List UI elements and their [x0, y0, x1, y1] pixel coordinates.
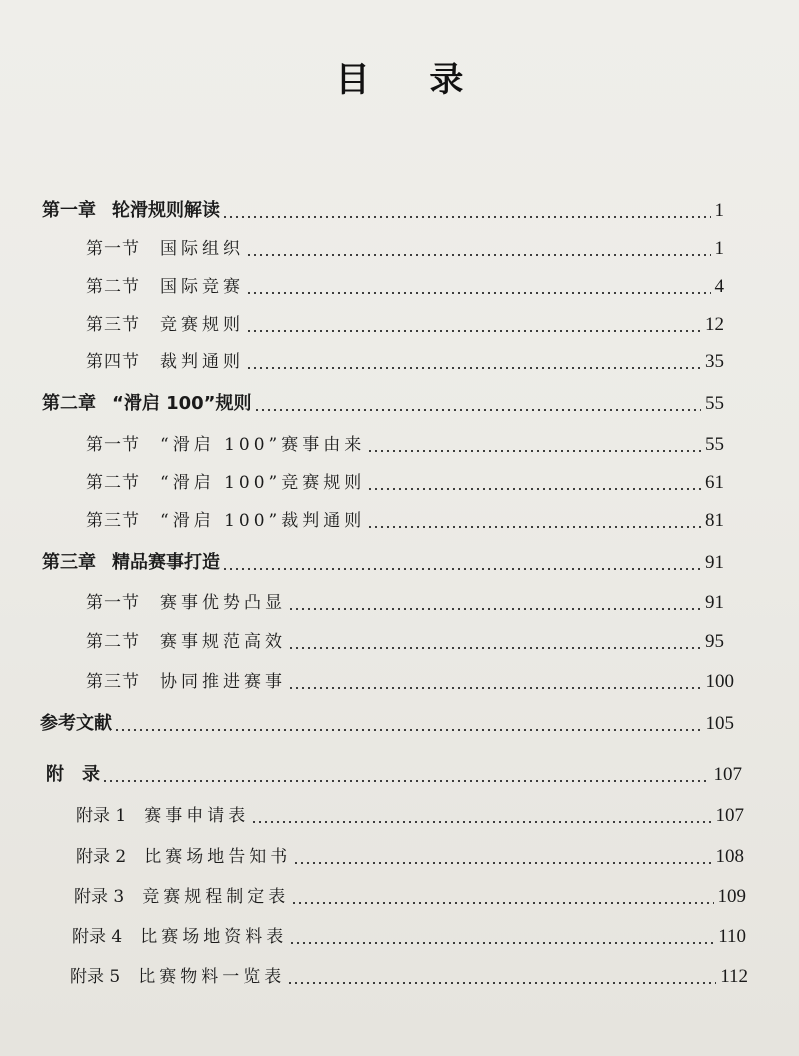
- dot-leader: [114, 729, 702, 731]
- toc-section-label: 第三节: [86, 672, 140, 692]
- toc-appendix-label: 附录 5: [70, 967, 121, 987]
- toc-section-name: “滑启 100”赛事由来: [160, 435, 366, 455]
- dot-leader: [222, 216, 711, 218]
- toc-appendix-item-row[interactable]: [70, 962, 748, 992]
- toc-section-name: “滑启 100”裁判通则: [160, 511, 366, 531]
- toc-chapter-name: 轮滑规则解读: [112, 200, 220, 221]
- toc-page-number: 35: [705, 351, 724, 372]
- toc-appendix-item-row[interactable]: [72, 922, 746, 952]
- toc-appendix-row[interactable]: [46, 760, 742, 790]
- toc-section-name: 赛事优势凸显: [160, 593, 286, 613]
- toc-appendix-label: 附录 4: [72, 927, 123, 947]
- toc-page-number: 55: [705, 393, 724, 414]
- toc-page-number: 107: [713, 764, 742, 785]
- toc-page-number: 109: [717, 886, 746, 907]
- dot-leader: [367, 526, 701, 528]
- toc-page-number: 1: [714, 238, 724, 259]
- toc-page-number: 91: [705, 552, 724, 573]
- dot-leader: [251, 821, 711, 823]
- dot-leader: [367, 488, 701, 490]
- page-title: 目 录: [335, 60, 488, 100]
- dot-leader: [246, 254, 711, 256]
- toc-section-name: 协同推进赛事: [160, 672, 286, 692]
- dot-leader: [246, 367, 701, 369]
- toc-section-row[interactable]: [86, 430, 724, 460]
- toc-appendix-item-row[interactable]: [74, 882, 746, 912]
- dot-leader: [367, 450, 701, 452]
- toc-appendix-item-name: 赛事申请表: [144, 806, 250, 826]
- toc-page-number: 110: [718, 926, 746, 947]
- dot-leader: [246, 292, 711, 294]
- toc-page-number: 4: [714, 276, 724, 297]
- toc-page-number: 95: [705, 631, 724, 652]
- toc-section-row[interactable]: [86, 667, 734, 697]
- toc-page-number: 91: [705, 592, 724, 613]
- toc-chapter-label: 第三章: [42, 552, 96, 573]
- toc-page-number: 55: [705, 434, 724, 455]
- dot-leader: [291, 902, 713, 904]
- toc-section-label: 第三节: [86, 315, 140, 335]
- toc-page-number: 105: [705, 713, 734, 734]
- toc-section-label: 第二节: [86, 632, 140, 652]
- dot-leader: [288, 608, 701, 610]
- toc-section-name: “滑启 100”竞赛规则: [160, 473, 366, 493]
- toc-section-name: 竞赛规则: [160, 315, 244, 335]
- toc-section-label: 第一节: [86, 239, 140, 259]
- toc-section-label: 第二节: [86, 473, 140, 493]
- toc-appendix-label: 附录 2: [76, 847, 127, 867]
- toc-page-number: 112: [720, 966, 748, 987]
- toc-appendix-item-row[interactable]: [76, 842, 744, 872]
- toc-chapter-name: “滑启 100”规则: [112, 393, 252, 414]
- toc-chapter-row[interactable]: [42, 548, 724, 578]
- dot-leader: [289, 942, 714, 944]
- toc-page-number: 108: [715, 846, 744, 867]
- dot-leader: [246, 330, 701, 332]
- toc-chapter-name: 精品赛事打造: [112, 552, 220, 573]
- toc-section-name: 赛事规范高效: [160, 632, 286, 652]
- toc-references-name: 参考文献: [40, 713, 112, 734]
- dot-leader: [222, 568, 701, 570]
- toc-section-label: 第一节: [86, 593, 140, 613]
- toc-section-label: 第三节: [86, 511, 140, 531]
- toc-section-name: 国际竞赛: [160, 277, 244, 297]
- toc-section-row[interactable]: [86, 347, 724, 377]
- dot-leader: [288, 687, 702, 689]
- toc-chapter-row[interactable]: [42, 196, 724, 226]
- toc-page-number: 107: [715, 805, 744, 826]
- toc-section-row[interactable]: [86, 468, 724, 498]
- dot-leader: [288, 647, 701, 649]
- toc-section-name: 国际组织: [160, 239, 244, 259]
- toc-appendix-item-name: 比赛场地资料表: [140, 927, 288, 947]
- toc-appendix-item-name: 比赛场地告知书: [144, 847, 292, 867]
- toc-section-row[interactable]: [86, 506, 724, 536]
- toc-appendix-label: 附录 1: [76, 806, 127, 826]
- toc-appendix-item-name: 比赛物料一览表: [138, 967, 286, 987]
- toc-section-label: 第四节: [86, 352, 140, 372]
- toc-section-label: 第一节: [86, 435, 140, 455]
- toc-section-label: 第二节: [86, 277, 140, 297]
- toc-page-number: 61: [705, 472, 724, 493]
- toc-chapter-row[interactable]: [42, 389, 724, 419]
- toc-chapter-label: 第一章: [42, 200, 96, 221]
- toc-section-row[interactable]: [86, 234, 724, 264]
- toc-chapter-label: 第二章: [42, 393, 96, 414]
- dot-leader: [287, 982, 716, 984]
- toc-section-row[interactable]: [86, 272, 724, 302]
- toc-section-row[interactable]: [86, 588, 724, 618]
- dot-leader: [293, 862, 711, 864]
- toc-section-row[interactable]: [86, 310, 724, 340]
- dot-leader: [102, 780, 710, 782]
- toc-page-number: 81: [705, 510, 724, 531]
- toc-section-row[interactable]: [86, 627, 724, 657]
- toc-page-number: 1: [714, 200, 724, 221]
- dot-leader: [254, 409, 702, 411]
- toc-page-number: 100: [705, 671, 734, 692]
- toc-appendix-label: 附录 3: [74, 887, 125, 907]
- toc-references-row[interactable]: [40, 709, 734, 739]
- toc-appendix-item-row[interactable]: [76, 801, 744, 831]
- toc-page-number: 12: [705, 314, 724, 335]
- toc-appendix-item-name: 竞赛规程制定表: [142, 887, 290, 907]
- toc-section-name: 裁判通则: [160, 352, 244, 372]
- toc-appendix-name: 附 录: [46, 764, 100, 785]
